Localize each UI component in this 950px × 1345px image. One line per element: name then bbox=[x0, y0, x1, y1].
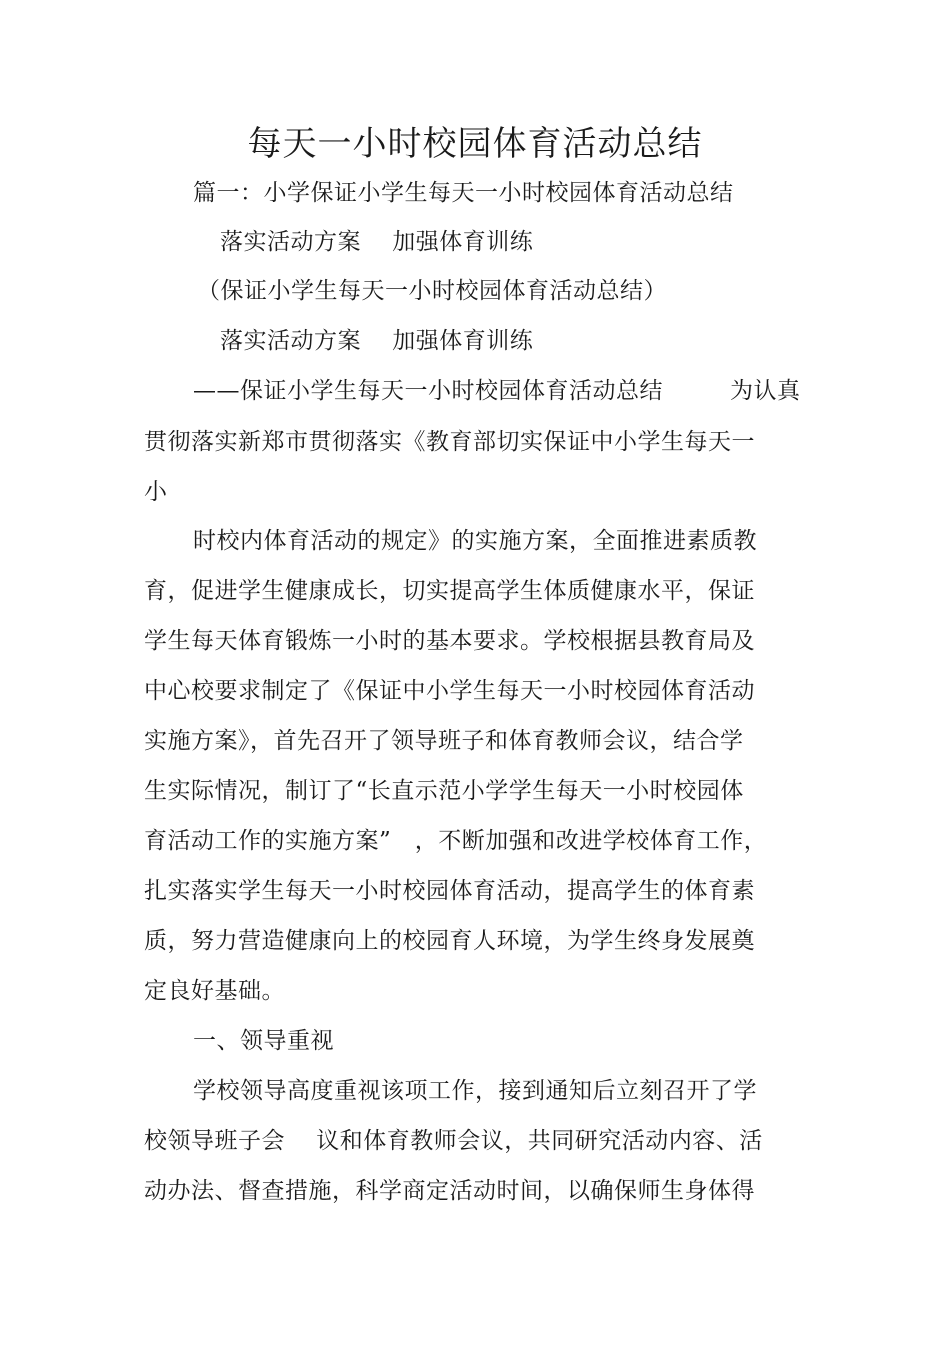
text-line: 动办法、督查措施，科学商定活动时间，以确保师生身体得 bbox=[144, 1178, 755, 1204]
text-line: 育，促进学生健康成长，切实提高学生体质健康水平，保证 bbox=[144, 578, 755, 604]
text-line: 育活动工作的实施方案” ，不断加强和改进学校体育工作， bbox=[144, 828, 768, 854]
text-line: 为认真 bbox=[730, 378, 801, 404]
text-line: 中心校要求制定了《保证中小学生每天一小时校园体育活动 bbox=[144, 678, 755, 704]
text-line: 落实活动方案 加强体育训练 bbox=[220, 229, 534, 255]
text-line: 生实际情况，制订了“长直示范小学学生每天一小时校园体 bbox=[144, 778, 744, 804]
section-heading: 一、领导重视 bbox=[193, 1028, 334, 1054]
text-line: 学生每天体育锻炼一小时的基本要求。学校根据县教育局及 bbox=[144, 628, 755, 654]
text-line: 扎实落实学生每天一小时校园体育活动，提高学生的体育素 bbox=[144, 878, 755, 904]
text-line: 小 bbox=[144, 479, 168, 505]
text-line: 贯彻落实新郑市贯彻落实《教育部切实保证中小学生每天一 bbox=[144, 429, 755, 455]
text-line: 校领导班子会 议和体育教师会议，共同研究活动内容、活 bbox=[144, 1128, 763, 1154]
text-line: （保证小学生每天一小时校园体育活动总结） bbox=[197, 278, 667, 304]
document-title: 每天一小时校园体育活动总结 bbox=[247, 124, 703, 164]
text-line: 篇一：小学保证小学生每天一小时校园体育活动总结 bbox=[193, 180, 734, 206]
text-line: ——保证小学生每天一小时校园体育活动总结 bbox=[193, 378, 663, 404]
text-line: 落实活动方案 加强体育训练 bbox=[220, 328, 534, 354]
text-line: 质，努力营造健康向上的校园育人环境，为学生终身发展奠 bbox=[144, 928, 755, 954]
text-line: 学校领导高度重视该项工作，接到通知后立刻召开了学 bbox=[193, 1078, 757, 1104]
text-line: 定良好基础。 bbox=[144, 978, 285, 1004]
text-line: 实施方案》，首先召开了领导班子和体育教师会议，结合学 bbox=[144, 728, 744, 754]
text-line: 时校内体育活动的规定》的实施方案，全面推进素质教 bbox=[193, 528, 757, 554]
